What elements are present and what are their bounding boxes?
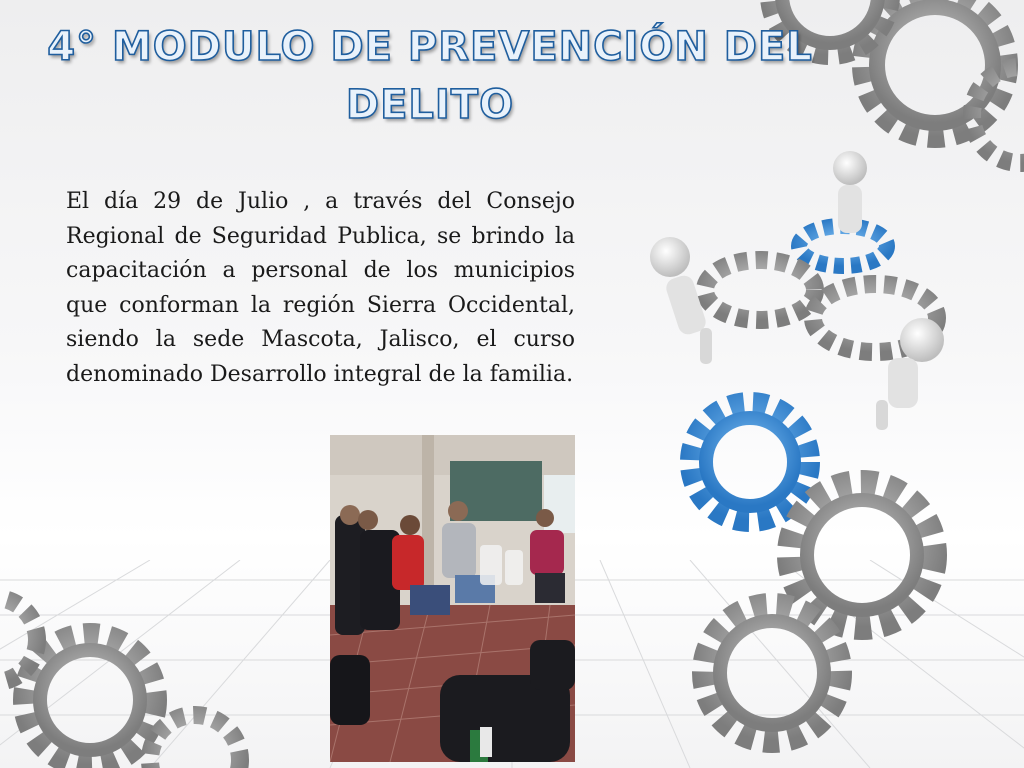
gear-icon <box>0 598 37 682</box>
body-paragraph: El día 29 de Julio , a través del Consejo Regional de Seguridad Publica, se brindo la capacitación a personal de los municipios que conforman la región Sierra Occidental, siendo la sede Mascota, Jalisco, el curso denominado Desarrollo integral de la familia. <box>66 189 575 387</box>
gear-icon <box>704 605 840 741</box>
training-session-photo <box>330 435 575 762</box>
slide-title: 4° MODULO DE PREVENCIÓN DEL DELITO <box>47 24 813 128</box>
gear-icon <box>150 715 240 768</box>
person-figure-icon <box>876 318 944 430</box>
person-figure-icon <box>833 151 867 233</box>
gear-icon <box>705 260 815 320</box>
gear-icon <box>692 404 808 520</box>
gear-icon <box>25 635 155 765</box>
